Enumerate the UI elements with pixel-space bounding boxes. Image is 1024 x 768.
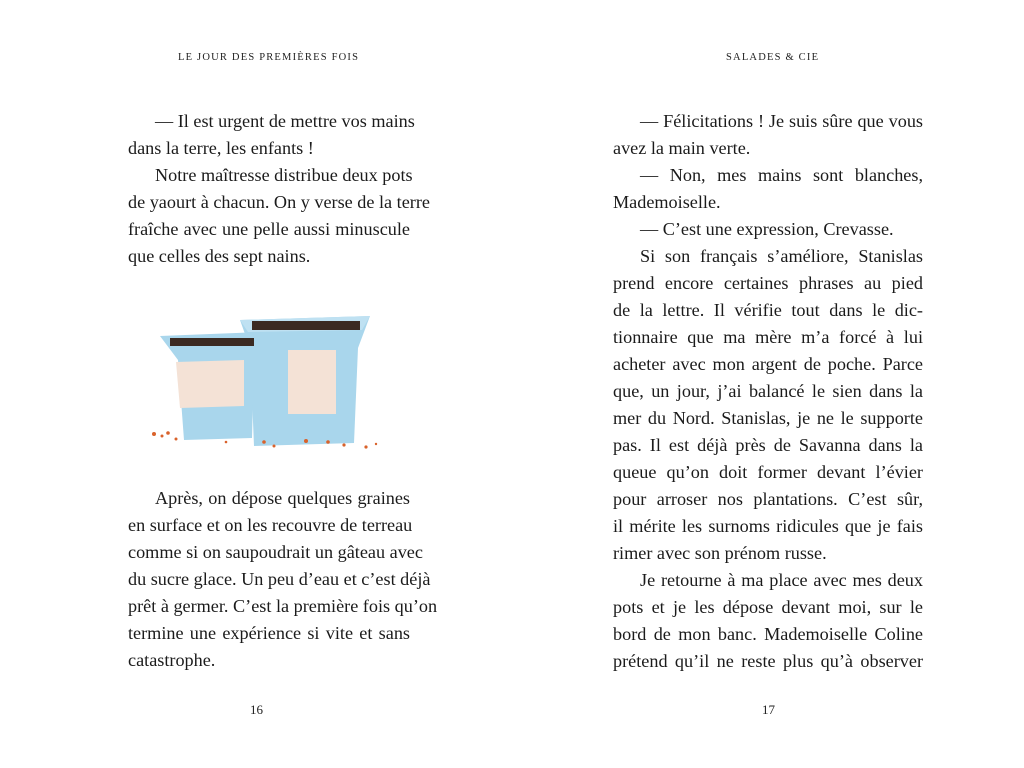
text-line: — Félicitations ! Je suis sûre que vous: [640, 111, 923, 131]
yogurt-pots-illustration: [140, 308, 390, 458]
text-line: prétend qu’il ne reste plus qu’à observer: [613, 651, 923, 671]
text-line: de yaourt à chacun. On y verse de la terre: [128, 192, 430, 212]
text-line: fraîche avec une pelle aussi minuscule: [128, 219, 410, 239]
text-line: que celles des sept nains.: [128, 246, 311, 266]
text-line: en surface et on les recouvre de terreau: [128, 515, 413, 535]
text-line: Après, on dépose quelques graines: [155, 488, 410, 508]
page-number-right: 17: [762, 702, 775, 717]
text-line: Si son français s’améliore, Stanislas: [640, 246, 923, 266]
text-line: pas. Il est déjà près de Savanna dans la: [613, 435, 923, 455]
text-line: tionnaire que ma mère m’a forcé à lui: [613, 327, 923, 347]
running-head-left: LE JOUR DES PREMIÈRES FOIS: [178, 52, 360, 63]
text-line: queue qu’on doit former devant l’évier: [613, 462, 923, 482]
text-line: que, un jour, j’ai balancé le sien dans la: [613, 381, 923, 401]
text-line: Notre maîtresse distribue deux pots: [155, 165, 413, 185]
text-line: avez la main verte.: [613, 138, 751, 158]
text-line: il mérite les surnoms ridicules que je fais: [613, 516, 923, 536]
right-text: [613, 108, 923, 675]
text-line: mer du Nord. Stanislas, je ne le supporte: [613, 408, 923, 428]
text-line: Mademoiselle.: [613, 192, 721, 212]
left-text-top: [128, 108, 430, 270]
text-line: rimer avec son prénom russe.: [613, 543, 827, 563]
text-line: bord de mon banc. Mademoiselle Coline: [613, 624, 923, 644]
text-line: acheter avec mon argent de poche. Parce: [613, 354, 923, 374]
running-head-right: SALADES & CIE: [726, 52, 820, 63]
page-number-left: 16: [250, 702, 263, 717]
text-line: pots et je les dépose devant moi, sur le: [613, 597, 923, 617]
text-line: du sucre glace. Un peu d’eau et c’est déjà: [128, 569, 431, 589]
text-line: catastrophe.: [128, 650, 216, 670]
left-text-bottom: [128, 485, 438, 674]
text-line: prend encore certaines phrases au pied: [613, 273, 923, 293]
text-line: comme si on saupoudrait un gâteau avec: [128, 542, 423, 562]
text-line: — Non, mes mains sont blanches,: [640, 165, 923, 185]
text-line: — Il est urgent de mettre vos mains: [155, 111, 415, 131]
text-line: pour arroser nos plantations. C’est sûr,: [613, 489, 923, 509]
text-line: termine une expérience si vite et sans: [128, 623, 410, 643]
text-line: Je retourne à ma place avec mes deux: [640, 570, 923, 590]
text-line: de la lettre. Il vérifie tout dans le dic-: [613, 300, 923, 320]
yogurt-pot-left: [160, 332, 262, 440]
text-line: — C’est une expression, Crevasse.: [640, 219, 894, 239]
text-line: prêt à germer. C’est la première fois qu’on: [128, 596, 438, 616]
text-line: dans la terre, les enfants !: [128, 138, 314, 158]
